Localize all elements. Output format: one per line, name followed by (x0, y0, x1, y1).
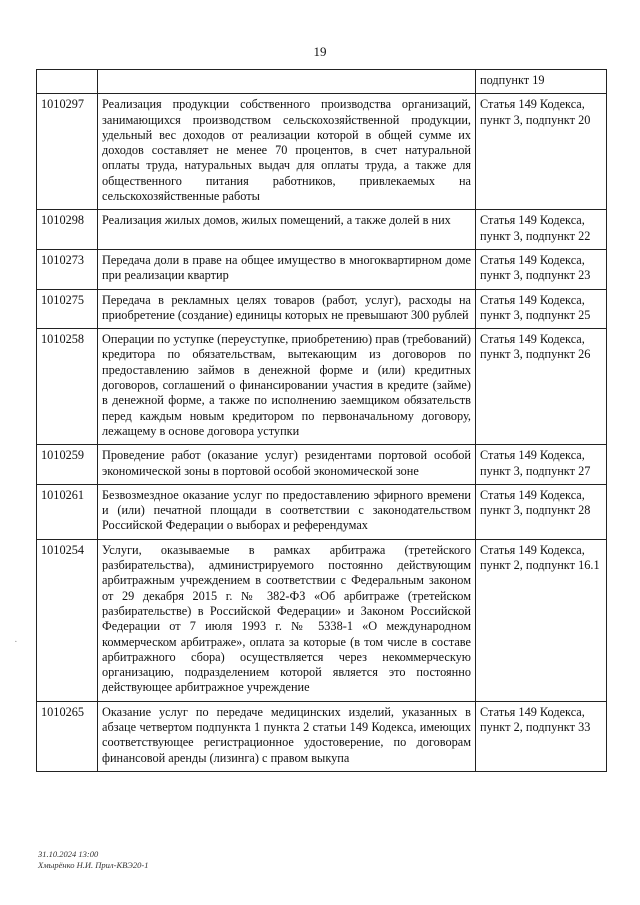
table-row (37, 539, 607, 701)
operation-description: Оказание услуг по передаче медицинских изделий, указанных в абзаце четвертом подпункта 1 пункта 2 статьи 149 Кодекса, имеющих соответствующее регистрационное удостоверение, по договорам финансовой аренды (лизинга) с правом выкупа (98, 701, 476, 771)
table-row (37, 484, 607, 539)
tax-code-reference: Статья 149 Кодекса, пункт 3, подпункт 27 (476, 445, 607, 485)
table-row (37, 329, 607, 445)
operation-description: Безвозмездное оказание услуг по предоставлению эфирного времени и (или) печатной площади в соответствии с законодательством Российской Федерации о выборах и референдумах (98, 484, 476, 539)
operation-code: 1010254 (37, 539, 98, 701)
operation-description: Реализация жилых домов, жилых помещений, а также долей в них (98, 210, 476, 250)
operation-description: Услуги, оказываемые в рамках арбитража (третейского разбирательства), администрируемого постоянно действующим арбитражным учреждением в соответствии с Федеральным законом от 29 декабря 2015 г. № 382-ФЗ «Об арбитраже (третейском разбирательстве) в Российской Федерации» и Законом Российской Федерации от 7 июля 1993 г. № 5338-1 «О международном коммерческом арбитраже», оплата за которые (в том числе в составе арбитражного сбора) осуществляется через некоммерческую организацию, подразделением которой является это постоянно действующее арбитражное учреждение (98, 539, 476, 701)
page-number: 19 (313, 44, 327, 59)
table-row (37, 249, 607, 289)
footer-author: Хмырёнко Н.И. Прил-КВЭ20-1 (38, 860, 149, 870)
tax-code-reference: Статья 149 Кодекса, пункт 3, подпункт 26 (476, 329, 607, 445)
operation-description: Передача в рекламных целях товаров (работ, услуг), расходы на приобретение (создание) единицы которых не превышают 300 рублей (98, 289, 476, 329)
operation-description: Операции по уступке (переуступке, приобретению) прав (требований) кредитора по обязательствам, вытекающим из договоров по предоставлению займов в денежной форме и (или) кредитных договоров, соглашений о финансировании участия в кредите (займе) в денежной форме, а также по исполнению заемщиком обязательств перед каждым новым кредитором по первоначальному договору, лежащему в основе договора уступки (98, 329, 476, 445)
operation-code: 1010297 (37, 94, 98, 210)
footer-date: 31.10.2024 13:00 (38, 849, 99, 859)
operation-code: 1010259 (37, 445, 98, 485)
operation-code: 1010298 (37, 210, 98, 250)
table-row (37, 701, 607, 771)
operation-code: 1010265 (37, 701, 98, 771)
operation-code (37, 70, 98, 94)
operation-code: 1010258 (37, 329, 98, 445)
code-table (36, 69, 607, 772)
operation-description: Передача доли в праве на общее имущество в многоквартирном доме при реализации квартир (98, 249, 476, 289)
operation-code: 1010275 (37, 289, 98, 329)
margin-mark: · (14, 636, 18, 648)
tax-code-reference: Статья 149 Кодекса, пункт 3, подпункт 22 (476, 210, 607, 250)
operation-code: 1010273 (37, 249, 98, 289)
tax-code-reference: Статья 149 Кодекса, пункт 2, подпункт 33 (476, 701, 607, 771)
table-row (37, 445, 607, 485)
operation-description: Реализация продукции собственного производства организаций, занимающихся производством сельскохозяйственной продукции, удельный вес доходов от реализации которой в общей сумме их доходов составляет не менее 70 процентов, в счет натуральной оплаты труда, натуральных выдач для оплаты труда, а также для общественного питания работников, привлекаемых на сельскохозяйственные работы (98, 94, 476, 210)
operation-code: 1010261 (37, 484, 98, 539)
operation-description: Проведение работ (оказание услуг) резидентами портовой особой экономической зоны в портовой особой экономической зоне (98, 445, 476, 485)
tax-code-reference: подпункт 19 (476, 70, 607, 94)
document-footer (38, 849, 148, 871)
tax-code-reference: Статья 149 Кодекса, пункт 3, подпункт 20 (476, 94, 607, 210)
tax-code-reference: Статья 149 Кодекса, пункт 3, подпункт 25 (476, 289, 607, 329)
table-row (37, 289, 607, 329)
tax-code-reference: Статья 149 Кодекса, пункт 3, подпункт 28 (476, 484, 607, 539)
operation-description (98, 70, 476, 94)
table-row (37, 210, 607, 250)
table-row (37, 94, 607, 210)
tax-code-reference: Статья 149 Кодекса, пункт 3, подпункт 23 (476, 249, 607, 289)
table-row (37, 70, 607, 94)
tax-code-reference: Статья 149 Кодекса, пункт 2, подпункт 16.1 (476, 539, 607, 701)
